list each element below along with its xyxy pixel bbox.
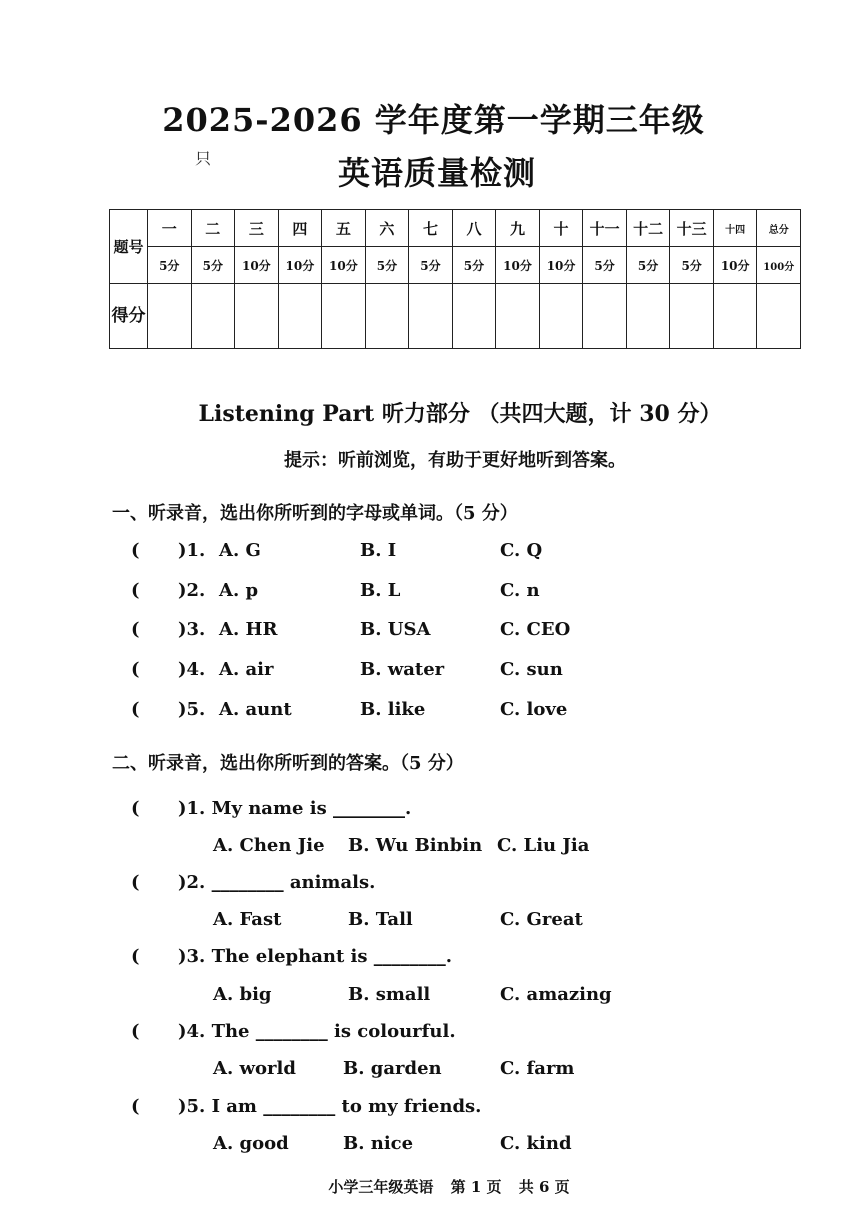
answer-paren[interactable]: ( — [131, 699, 140, 720]
part1-question — [0, 659, 867, 685]
question-stem: )2. ________ animals. — [178, 872, 376, 893]
points-cell: 10分 — [539, 247, 583, 284]
points-cell: 10分 — [713, 247, 757, 284]
part1-question — [0, 699, 867, 725]
question-cell: 十四 — [713, 210, 757, 247]
question-cell: 一 — [148, 210, 192, 247]
score-entry-cell[interactable] — [409, 284, 453, 349]
option-b: B. garden — [343, 1058, 442, 1079]
option-c: C. amazing — [500, 984, 612, 1005]
question-cell: 三 — [235, 210, 279, 247]
points-cell: 5分 — [626, 247, 670, 284]
points-cell: 10分 — [496, 247, 540, 284]
question-cell: 十三 — [670, 210, 714, 247]
question-number: )3. — [178, 619, 206, 640]
answer-paren[interactable]: ( — [131, 619, 140, 640]
option-a: A. Fast — [213, 909, 282, 930]
part2-options — [0, 984, 867, 1010]
part2-question-stem — [0, 946, 867, 972]
option-a: A. aunt — [219, 699, 292, 720]
score-entry-cell[interactable] — [670, 284, 714, 349]
score-table — [109, 209, 801, 349]
score-entry-cell[interactable] — [191, 284, 235, 349]
option-b: B. like — [360, 699, 426, 720]
question-number: )5. — [178, 699, 206, 720]
score-entry-cell[interactable] — [539, 284, 583, 349]
footer-subject: 小学三年级英语 — [328, 1178, 434, 1196]
option-b: B. Wu Binbin — [348, 835, 483, 856]
answer-paren[interactable]: ( — [131, 798, 140, 819]
question-cell: 七 — [409, 210, 453, 247]
option-b: B. Tall — [348, 909, 413, 930]
answer-paren[interactable]: ( — [131, 1021, 140, 1042]
part1-heading: 一、听录音，选出你所听到的字母或单词。（5 分） — [112, 503, 518, 524]
part2-options — [0, 1058, 867, 1084]
total-points-cell: 100分 — [757, 247, 801, 284]
option-b: B. L — [360, 580, 401, 601]
answer-paren[interactable]: ( — [131, 946, 140, 967]
stray-mark: 只 — [195, 149, 212, 168]
question-cell: 十 — [539, 210, 583, 247]
option-c: C. Liu Jia — [497, 835, 590, 856]
part2-question-stem — [0, 872, 867, 898]
score-entry-cell[interactable] — [583, 284, 627, 349]
points-cell: 10分 — [278, 247, 322, 284]
score-entry-cell[interactable] — [365, 284, 409, 349]
option-b: B. small — [348, 984, 431, 1005]
score-entry-cell[interactable] — [452, 284, 496, 349]
listening-section-title: Listening Part 听力部分 （共四大题，计 30 分） — [198, 401, 722, 427]
score-table-question-row — [110, 210, 801, 247]
score-entry-cell[interactable] — [235, 284, 279, 349]
question-stem: )5. I am ________ to my friends. — [178, 1096, 482, 1117]
score-entry-cell[interactable] — [496, 284, 540, 349]
question-cell: 六 — [365, 210, 409, 247]
question-number: )4. — [178, 659, 206, 680]
question-number: )2. — [178, 580, 206, 601]
option-c: C. love — [500, 699, 568, 720]
option-a: A. world — [213, 1058, 296, 1079]
part2-question-stem — [0, 1021, 867, 1047]
option-c: C. kind — [500, 1133, 572, 1154]
exam-title-line2: 英语质量检测 — [337, 154, 536, 192]
listening-tip: 提示：听前浏览，有助于更好地听到答案。 — [284, 450, 626, 471]
question-cell: 五 — [322, 210, 366, 247]
option-a: A. big — [213, 984, 272, 1005]
option-b: B. nice — [343, 1133, 414, 1154]
answer-paren[interactable]: ( — [131, 1096, 140, 1117]
question-stem: )4. The ________ is colourful. — [178, 1021, 456, 1042]
answer-paren[interactable]: ( — [131, 872, 140, 893]
part2-options — [0, 1133, 867, 1159]
score-table-points-row — [110, 247, 801, 284]
answer-paren[interactable]: ( — [131, 659, 140, 680]
points-cell: 5分 — [148, 247, 192, 284]
score-table-score-row — [110, 284, 801, 349]
option-b: B. USA — [360, 619, 431, 640]
points-cell: 5分 — [191, 247, 235, 284]
question-number: )1. — [178, 540, 206, 561]
part2-options — [0, 835, 867, 861]
answer-paren[interactable]: ( — [131, 540, 140, 561]
points-cell: 10分 — [235, 247, 279, 284]
question-cell: 八 — [452, 210, 496, 247]
option-c: C. Q — [500, 540, 543, 561]
option-c: C. Great — [500, 909, 583, 930]
part2-question-stem — [0, 1096, 867, 1122]
footer-total-pages: 共 6 页 — [518, 1178, 570, 1196]
exam-title-line1: 2025-2026 学年度第一学期三年级 — [162, 101, 705, 139]
question-cell: 十一 — [583, 210, 627, 247]
option-a: A. good — [213, 1133, 289, 1154]
score-entry-cell[interactable] — [713, 284, 757, 349]
total-score-entry-cell[interactable] — [757, 284, 801, 349]
points-cell: 5分 — [670, 247, 714, 284]
option-c: C. farm — [500, 1058, 575, 1079]
score-entry-cell[interactable] — [322, 284, 366, 349]
points-cell: 5分 — [583, 247, 627, 284]
question-cell: 四 — [278, 210, 322, 247]
points-cell: 5分 — [365, 247, 409, 284]
option-a: A. HR — [219, 619, 278, 640]
question-cell: 九 — [496, 210, 540, 247]
part2-question-stem — [0, 798, 867, 824]
option-c: C. n — [500, 580, 540, 601]
page-footer — [0, 1176, 867, 1197]
question-cell: 二 — [191, 210, 235, 247]
option-c: C. sun — [500, 659, 563, 680]
part1-question — [0, 540, 867, 566]
footer-page-number: 第 1 页 — [450, 1178, 502, 1196]
option-b: B. I — [360, 540, 397, 561]
points-cell: 5分 — [452, 247, 496, 284]
total-label-cell: 总分 — [757, 210, 801, 247]
option-a: A. air — [219, 659, 274, 680]
question-stem: )1. My name is ________. — [178, 798, 412, 819]
option-c: C. CEO — [500, 619, 571, 640]
part2-heading: 二、听录音，选出你所听到的答案。（5 分） — [112, 753, 464, 774]
option-b: B. water — [360, 659, 445, 680]
score-entry-cell[interactable] — [278, 284, 322, 349]
answer-paren[interactable]: ( — [131, 580, 140, 601]
question-cell: 十二 — [626, 210, 670, 247]
part1-question — [0, 580, 867, 606]
score-entry-cell[interactable] — [148, 284, 192, 349]
option-a: A. p — [219, 580, 259, 601]
question-stem: )3. The elephant is ________. — [178, 946, 453, 967]
score-entry-cell[interactable] — [626, 284, 670, 349]
points-cell: 5分 — [409, 247, 453, 284]
points-cell: 10分 — [322, 247, 366, 284]
score-label: 得分 — [110, 284, 148, 349]
part2-options — [0, 909, 867, 935]
question-number-label: 题号 — [110, 210, 148, 284]
part1-question — [0, 619, 867, 645]
option-a: A. Chen Jie — [213, 835, 325, 856]
option-a: A. G — [219, 540, 261, 561]
